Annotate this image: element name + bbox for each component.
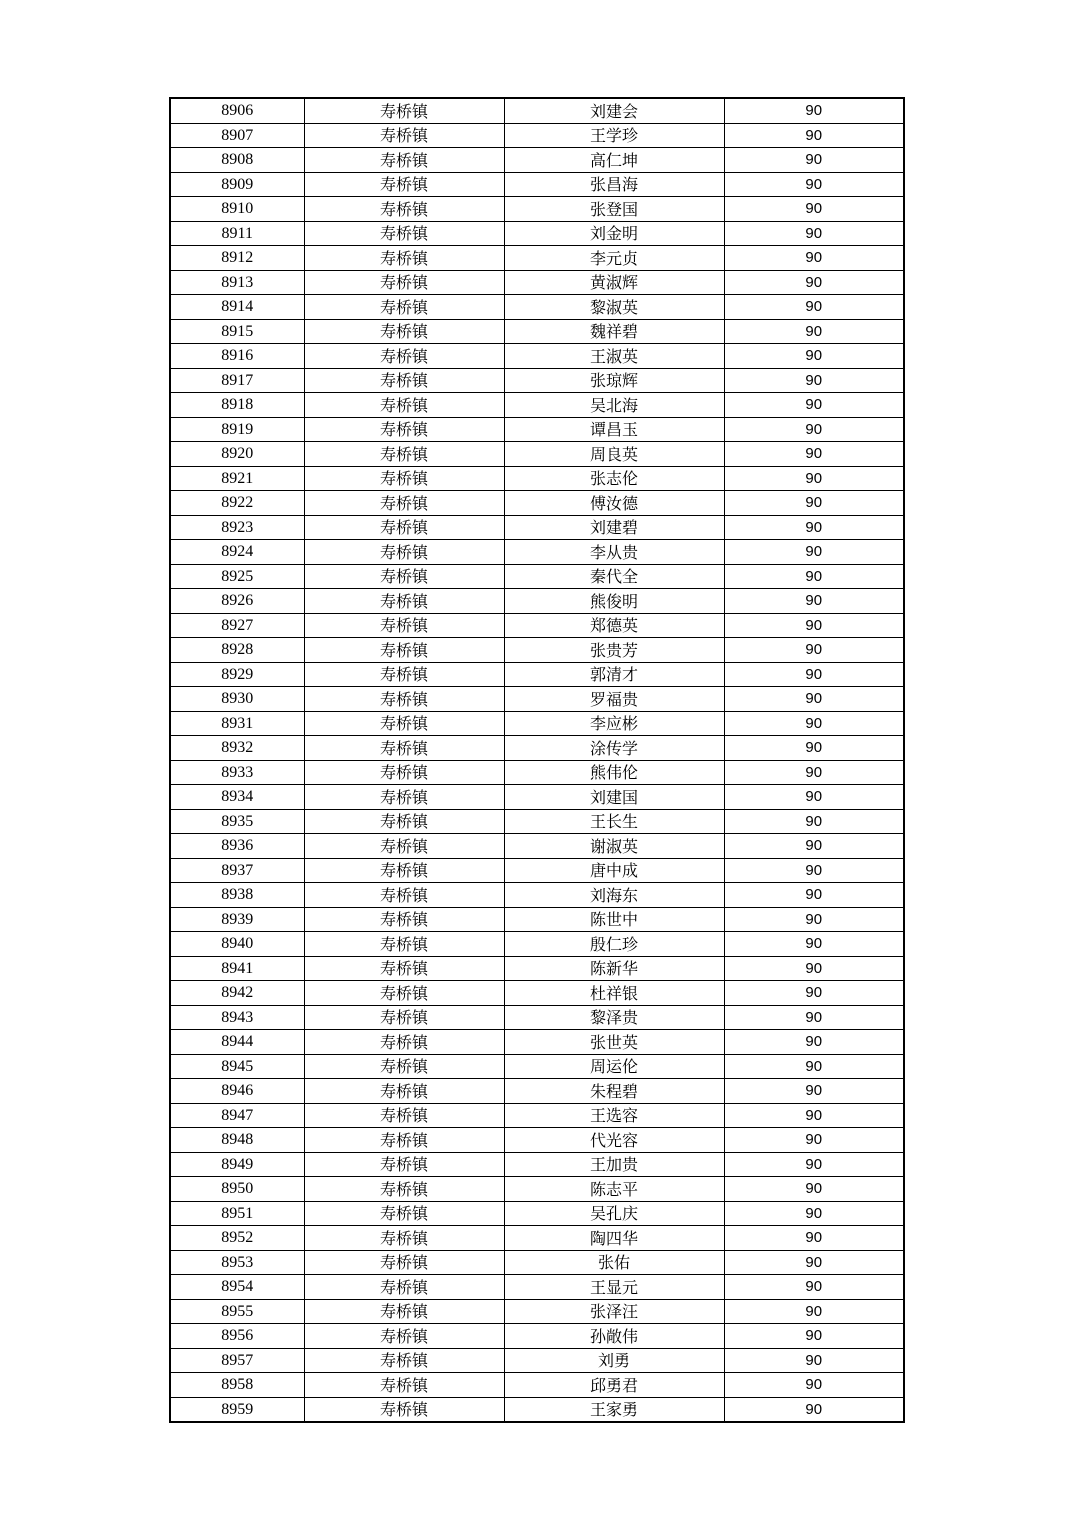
town-cell: 寿桥镇 xyxy=(304,148,504,173)
score-cell: 90 xyxy=(724,393,904,418)
town-cell: 寿桥镇 xyxy=(304,1005,504,1030)
row-id-cell: 8912 xyxy=(170,246,304,271)
row-id-cell: 8951 xyxy=(170,1201,304,1226)
table-row xyxy=(170,221,904,246)
row-id-cell: 8938 xyxy=(170,883,304,908)
table-row xyxy=(170,1054,904,1079)
town-cell: 寿桥镇 xyxy=(304,1103,504,1128)
row-id-cell: 8919 xyxy=(170,417,304,442)
name-cell: 王学珍 xyxy=(504,123,724,148)
town-cell: 寿桥镇 xyxy=(304,1128,504,1153)
table-row xyxy=(170,1005,904,1030)
row-id-cell: 8906 xyxy=(170,98,304,123)
score-cell: 90 xyxy=(724,540,904,565)
name-cell: 高仁坤 xyxy=(504,148,724,173)
table-row xyxy=(170,515,904,540)
score-cell: 90 xyxy=(724,368,904,393)
name-cell: 郑德英 xyxy=(504,613,724,638)
table-row xyxy=(170,1299,904,1324)
town-cell: 寿桥镇 xyxy=(304,785,504,810)
name-cell: 张昌海 xyxy=(504,172,724,197)
town-cell: 寿桥镇 xyxy=(304,221,504,246)
score-cell: 90 xyxy=(724,687,904,712)
table-row xyxy=(170,1250,904,1275)
table-row xyxy=(170,1397,904,1422)
name-cell: 李从贵 xyxy=(504,540,724,565)
row-id-cell: 8930 xyxy=(170,687,304,712)
row-id-cell: 8959 xyxy=(170,1397,304,1422)
score-cell: 90 xyxy=(724,1030,904,1055)
table-row xyxy=(170,1275,904,1300)
name-cell: 刘建碧 xyxy=(504,515,724,540)
town-cell: 寿桥镇 xyxy=(304,883,504,908)
table-row xyxy=(170,613,904,638)
table-row xyxy=(170,344,904,369)
score-cell: 90 xyxy=(724,956,904,981)
table-row xyxy=(170,711,904,736)
name-cell: 王加贵 xyxy=(504,1152,724,1177)
name-cell: 张世英 xyxy=(504,1030,724,1055)
score-cell: 90 xyxy=(724,1299,904,1324)
table-row xyxy=(170,246,904,271)
row-id-cell: 8944 xyxy=(170,1030,304,1055)
name-cell: 代光容 xyxy=(504,1128,724,1153)
town-cell: 寿桥镇 xyxy=(304,123,504,148)
row-id-cell: 8929 xyxy=(170,662,304,687)
row-id-cell: 8954 xyxy=(170,1275,304,1300)
score-cell: 90 xyxy=(724,466,904,491)
table-row xyxy=(170,883,904,908)
score-cell: 90 xyxy=(724,1103,904,1128)
name-cell: 刘勇 xyxy=(504,1348,724,1373)
town-cell: 寿桥镇 xyxy=(304,1201,504,1226)
row-id-cell: 8952 xyxy=(170,1226,304,1251)
name-cell: 张泽汪 xyxy=(504,1299,724,1324)
town-cell: 寿桥镇 xyxy=(304,393,504,418)
score-cell: 90 xyxy=(724,1348,904,1373)
table-row xyxy=(170,1152,904,1177)
name-cell: 张志伦 xyxy=(504,466,724,491)
town-cell: 寿桥镇 xyxy=(304,1079,504,1104)
town-cell: 寿桥镇 xyxy=(304,981,504,1006)
table-row xyxy=(170,368,904,393)
table-row xyxy=(170,172,904,197)
name-cell: 周运伦 xyxy=(504,1054,724,1079)
row-id-cell: 8956 xyxy=(170,1324,304,1349)
name-cell: 陶四华 xyxy=(504,1226,724,1251)
row-id-cell: 8942 xyxy=(170,981,304,1006)
table-row xyxy=(170,687,904,712)
name-cell: 王长生 xyxy=(504,809,724,834)
name-cell: 郭清才 xyxy=(504,662,724,687)
score-cell: 90 xyxy=(724,417,904,442)
score-cell: 90 xyxy=(724,221,904,246)
score-cell: 90 xyxy=(724,172,904,197)
score-cell: 90 xyxy=(724,1079,904,1104)
name-cell: 刘金明 xyxy=(504,221,724,246)
score-cell: 90 xyxy=(724,1177,904,1202)
row-id-cell: 8945 xyxy=(170,1054,304,1079)
table-row xyxy=(170,393,904,418)
row-id-cell: 8918 xyxy=(170,393,304,418)
row-id-cell: 8925 xyxy=(170,564,304,589)
name-cell: 邱勇君 xyxy=(504,1373,724,1398)
name-cell: 秦代全 xyxy=(504,564,724,589)
row-id-cell: 8936 xyxy=(170,834,304,859)
table-row xyxy=(170,736,904,761)
row-id-cell: 8948 xyxy=(170,1128,304,1153)
score-cell: 90 xyxy=(724,760,904,785)
name-cell: 李元贞 xyxy=(504,246,724,271)
town-cell: 寿桥镇 xyxy=(304,246,504,271)
name-cell: 黎泽贵 xyxy=(504,1005,724,1030)
town-cell: 寿桥镇 xyxy=(304,1250,504,1275)
town-cell: 寿桥镇 xyxy=(304,834,504,859)
table-row xyxy=(170,662,904,687)
town-cell: 寿桥镇 xyxy=(304,1054,504,1079)
name-cell: 王家勇 xyxy=(504,1397,724,1422)
row-id-cell: 8949 xyxy=(170,1152,304,1177)
town-cell: 寿桥镇 xyxy=(304,564,504,589)
score-cell: 90 xyxy=(724,98,904,123)
row-id-cell: 8957 xyxy=(170,1348,304,1373)
table-row xyxy=(170,295,904,320)
score-cell: 90 xyxy=(724,319,904,344)
town-cell: 寿桥镇 xyxy=(304,711,504,736)
row-id-cell: 8908 xyxy=(170,148,304,173)
town-cell: 寿桥镇 xyxy=(304,760,504,785)
name-cell: 张登国 xyxy=(504,197,724,222)
name-cell: 黎淑英 xyxy=(504,295,724,320)
score-cell: 90 xyxy=(724,785,904,810)
table-row xyxy=(170,123,904,148)
name-cell: 涂传学 xyxy=(504,736,724,761)
table-row xyxy=(170,442,904,467)
row-id-cell: 8940 xyxy=(170,932,304,957)
table-row xyxy=(170,1030,904,1055)
score-cell: 90 xyxy=(724,883,904,908)
town-cell: 寿桥镇 xyxy=(304,809,504,834)
row-id-cell: 8923 xyxy=(170,515,304,540)
row-id-cell: 8915 xyxy=(170,319,304,344)
table-row xyxy=(170,1201,904,1226)
name-cell: 熊伟伦 xyxy=(504,760,724,785)
score-cell: 90 xyxy=(724,491,904,516)
table-row xyxy=(170,1128,904,1153)
table-row xyxy=(170,1373,904,1398)
table-row xyxy=(170,1348,904,1373)
row-id-cell: 8928 xyxy=(170,638,304,663)
row-id-cell: 8953 xyxy=(170,1250,304,1275)
row-id-cell: 8946 xyxy=(170,1079,304,1104)
row-id-cell: 8914 xyxy=(170,295,304,320)
score-cell: 90 xyxy=(724,932,904,957)
town-cell: 寿桥镇 xyxy=(304,956,504,981)
town-cell: 寿桥镇 xyxy=(304,344,504,369)
score-cell: 90 xyxy=(724,442,904,467)
table-row xyxy=(170,760,904,785)
row-id-cell: 8911 xyxy=(170,221,304,246)
town-cell: 寿桥镇 xyxy=(304,613,504,638)
row-id-cell: 8958 xyxy=(170,1373,304,1398)
table-row xyxy=(170,148,904,173)
table-row xyxy=(170,981,904,1006)
score-cell: 90 xyxy=(724,907,904,932)
town-cell: 寿桥镇 xyxy=(304,172,504,197)
roster-table xyxy=(169,97,905,1423)
score-cell: 90 xyxy=(724,564,904,589)
score-cell: 90 xyxy=(724,1201,904,1226)
score-cell: 90 xyxy=(724,295,904,320)
name-cell: 周良英 xyxy=(504,442,724,467)
town-cell: 寿桥镇 xyxy=(304,858,504,883)
name-cell: 张琼辉 xyxy=(504,368,724,393)
score-cell: 90 xyxy=(724,1250,904,1275)
score-cell: 90 xyxy=(724,270,904,295)
table-row xyxy=(170,270,904,295)
table-row xyxy=(170,466,904,491)
table-row xyxy=(170,1324,904,1349)
town-cell: 寿桥镇 xyxy=(304,1348,504,1373)
table-row xyxy=(170,1103,904,1128)
row-id-cell: 8939 xyxy=(170,907,304,932)
name-cell: 杜祥银 xyxy=(504,981,724,1006)
score-cell: 90 xyxy=(724,613,904,638)
name-cell: 王显元 xyxy=(504,1275,724,1300)
row-id-cell: 8921 xyxy=(170,466,304,491)
name-cell: 熊俊明 xyxy=(504,589,724,614)
town-cell: 寿桥镇 xyxy=(304,1324,504,1349)
row-id-cell: 8950 xyxy=(170,1177,304,1202)
name-cell: 吴北海 xyxy=(504,393,724,418)
score-cell: 90 xyxy=(724,638,904,663)
table-row xyxy=(170,564,904,589)
score-cell: 90 xyxy=(724,1005,904,1030)
row-id-cell: 8916 xyxy=(170,344,304,369)
town-cell: 寿桥镇 xyxy=(304,98,504,123)
town-cell: 寿桥镇 xyxy=(304,295,504,320)
row-id-cell: 8941 xyxy=(170,956,304,981)
table-row xyxy=(170,491,904,516)
town-cell: 寿桥镇 xyxy=(304,1397,504,1422)
score-cell: 90 xyxy=(724,981,904,1006)
score-cell: 90 xyxy=(724,1226,904,1251)
town-cell: 寿桥镇 xyxy=(304,662,504,687)
name-cell: 魏祥碧 xyxy=(504,319,724,344)
town-cell: 寿桥镇 xyxy=(304,442,504,467)
score-cell: 90 xyxy=(724,1373,904,1398)
table-row xyxy=(170,858,904,883)
name-cell: 吴孔庆 xyxy=(504,1201,724,1226)
town-cell: 寿桥镇 xyxy=(304,1030,504,1055)
row-id-cell: 8913 xyxy=(170,270,304,295)
row-id-cell: 8907 xyxy=(170,123,304,148)
score-cell: 90 xyxy=(724,1128,904,1153)
name-cell: 傅汝德 xyxy=(504,491,724,516)
row-id-cell: 8931 xyxy=(170,711,304,736)
town-cell: 寿桥镇 xyxy=(304,1177,504,1202)
table-row xyxy=(170,785,904,810)
name-cell: 谢淑英 xyxy=(504,834,724,859)
row-id-cell: 8924 xyxy=(170,540,304,565)
row-id-cell: 8937 xyxy=(170,858,304,883)
score-cell: 90 xyxy=(724,197,904,222)
town-cell: 寿桥镇 xyxy=(304,638,504,663)
row-id-cell: 8927 xyxy=(170,613,304,638)
score-cell: 90 xyxy=(724,834,904,859)
row-id-cell: 8933 xyxy=(170,760,304,785)
town-cell: 寿桥镇 xyxy=(304,736,504,761)
row-id-cell: 8943 xyxy=(170,1005,304,1030)
row-id-cell: 8910 xyxy=(170,197,304,222)
name-cell: 王淑英 xyxy=(504,344,724,369)
town-cell: 寿桥镇 xyxy=(304,197,504,222)
score-cell: 90 xyxy=(724,1275,904,1300)
row-id-cell: 8932 xyxy=(170,736,304,761)
row-id-cell: 8926 xyxy=(170,589,304,614)
name-cell: 陈世中 xyxy=(504,907,724,932)
town-cell: 寿桥镇 xyxy=(304,417,504,442)
table-row xyxy=(170,638,904,663)
town-cell: 寿桥镇 xyxy=(304,907,504,932)
score-cell: 90 xyxy=(724,858,904,883)
row-id-cell: 8917 xyxy=(170,368,304,393)
score-cell: 90 xyxy=(724,1152,904,1177)
town-cell: 寿桥镇 xyxy=(304,491,504,516)
row-id-cell: 8920 xyxy=(170,442,304,467)
town-cell: 寿桥镇 xyxy=(304,368,504,393)
score-cell: 90 xyxy=(724,662,904,687)
town-cell: 寿桥镇 xyxy=(304,540,504,565)
row-id-cell: 8934 xyxy=(170,785,304,810)
town-cell: 寿桥镇 xyxy=(304,1373,504,1398)
score-cell: 90 xyxy=(724,1054,904,1079)
table-row xyxy=(170,1079,904,1104)
score-cell: 90 xyxy=(724,515,904,540)
row-id-cell: 8909 xyxy=(170,172,304,197)
town-cell: 寿桥镇 xyxy=(304,270,504,295)
table-row xyxy=(170,417,904,442)
town-cell: 寿桥镇 xyxy=(304,1275,504,1300)
table-row xyxy=(170,98,904,123)
name-cell: 唐中成 xyxy=(504,858,724,883)
row-id-cell: 8935 xyxy=(170,809,304,834)
name-cell: 刘建国 xyxy=(504,785,724,810)
town-cell: 寿桥镇 xyxy=(304,1152,504,1177)
score-cell: 90 xyxy=(724,123,904,148)
table-row xyxy=(170,589,904,614)
score-cell: 90 xyxy=(724,148,904,173)
row-id-cell: 8955 xyxy=(170,1299,304,1324)
score-cell: 90 xyxy=(724,344,904,369)
name-cell: 刘海东 xyxy=(504,883,724,908)
score-cell: 90 xyxy=(724,809,904,834)
row-id-cell: 8922 xyxy=(170,491,304,516)
town-cell: 寿桥镇 xyxy=(304,319,504,344)
roster-table-body xyxy=(170,98,904,1422)
name-cell: 殷仁珍 xyxy=(504,932,724,957)
town-cell: 寿桥镇 xyxy=(304,932,504,957)
table-row xyxy=(170,956,904,981)
row-id-cell: 8947 xyxy=(170,1103,304,1128)
town-cell: 寿桥镇 xyxy=(304,466,504,491)
name-cell: 黄淑辉 xyxy=(504,270,724,295)
name-cell: 陈新华 xyxy=(504,956,724,981)
name-cell: 张贵芳 xyxy=(504,638,724,663)
name-cell: 王选容 xyxy=(504,1103,724,1128)
town-cell: 寿桥镇 xyxy=(304,1226,504,1251)
town-cell: 寿桥镇 xyxy=(304,1299,504,1324)
score-cell: 90 xyxy=(724,246,904,271)
table-row xyxy=(170,907,904,932)
name-cell: 孙敞伟 xyxy=(504,1324,724,1349)
score-cell: 90 xyxy=(724,711,904,736)
table-row xyxy=(170,932,904,957)
name-cell: 谭昌玉 xyxy=(504,417,724,442)
name-cell: 罗福贵 xyxy=(504,687,724,712)
table-row xyxy=(170,540,904,565)
name-cell: 张佑 xyxy=(504,1250,724,1275)
name-cell: 刘建会 xyxy=(504,98,724,123)
table-row xyxy=(170,834,904,859)
score-cell: 90 xyxy=(724,1324,904,1349)
score-cell: 90 xyxy=(724,1397,904,1422)
table-row xyxy=(170,809,904,834)
score-cell: 90 xyxy=(724,736,904,761)
table-row xyxy=(170,197,904,222)
town-cell: 寿桥镇 xyxy=(304,687,504,712)
name-cell: 陈志平 xyxy=(504,1177,724,1202)
table-row xyxy=(170,1226,904,1251)
name-cell: 李应彬 xyxy=(504,711,724,736)
table-row xyxy=(170,1177,904,1202)
table-row xyxy=(170,319,904,344)
town-cell: 寿桥镇 xyxy=(304,515,504,540)
score-cell: 90 xyxy=(724,589,904,614)
town-cell: 寿桥镇 xyxy=(304,589,504,614)
name-cell: 朱程碧 xyxy=(504,1079,724,1104)
